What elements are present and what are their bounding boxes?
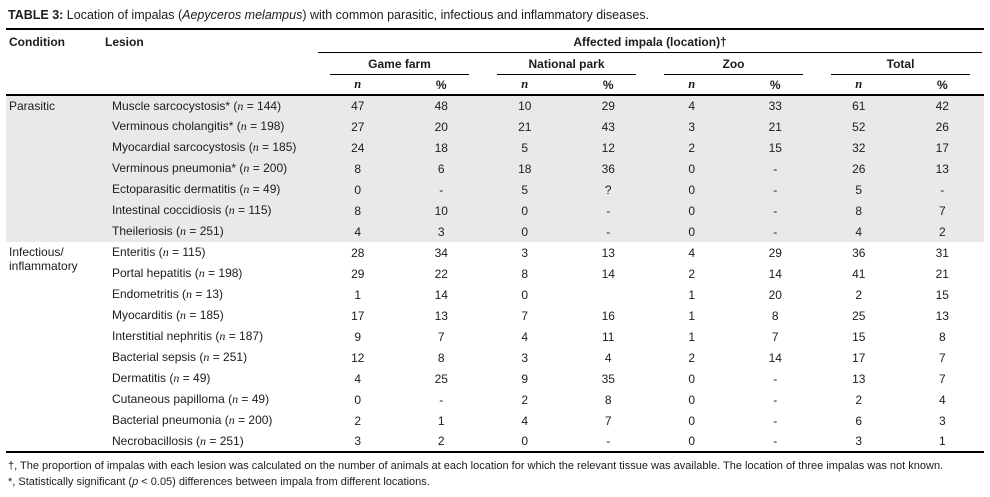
lesion-cell: Bacterial pneumonia (n = 200) <box>112 413 273 427</box>
col-header-condition: Condition <box>6 30 102 95</box>
value-cell: 61 <box>817 95 901 116</box>
group-header-zoo: Zoo <box>650 53 817 75</box>
value-cell: 16 <box>601 308 615 323</box>
value-cell: 9 <box>354 329 362 344</box>
lesion-cell: Myocarditis (n = 185) <box>112 308 224 322</box>
value-cell: 4 <box>604 350 612 365</box>
value-cell: 0 <box>650 221 734 242</box>
value-cell: 11 <box>602 329 615 344</box>
subheader-n-game-farm: n <box>316 75 400 95</box>
value-cell: 21 <box>734 116 818 137</box>
lesion-cell: Portal hepatitis (n = 198) <box>112 266 243 280</box>
value-cell: 8 <box>521 266 529 281</box>
group-header-game-farm: Game farm <box>316 53 483 75</box>
lesion-cell: Necrobacillosis (n = 251) <box>112 433 244 448</box>
value-cell: 27 <box>316 116 400 137</box>
value-cell: - <box>734 221 818 242</box>
value-cell: 42 <box>901 95 985 116</box>
value-cell: 3 <box>400 221 484 242</box>
value-cell: 14 <box>768 350 782 365</box>
value-cell: 2 <box>855 287 863 302</box>
value-cell: 47 <box>316 95 400 116</box>
table-row <box>6 95 984 116</box>
table-row <box>6 242 984 263</box>
condition-cell: Infectious/ inflammatory <box>9 245 78 273</box>
value-cell: 7 <box>938 371 946 386</box>
condition-cell: Parasitic <box>6 95 102 242</box>
value-cell: 0 <box>521 287 529 302</box>
n-variable: n <box>186 287 193 301</box>
value-cell: - <box>773 371 778 386</box>
value-cell: 1 <box>437 413 445 428</box>
value-cell: 3 <box>650 116 734 137</box>
value-cell: 0 <box>650 200 734 221</box>
value-cell: 18 <box>400 137 484 158</box>
n-variable: n <box>203 350 210 364</box>
lesion-cell: Endometritis (n = 13) <box>112 287 224 301</box>
value-cell: 1 <box>688 329 696 344</box>
n-variable: n <box>232 392 239 406</box>
table-row <box>6 158 984 179</box>
value-cell: 12 <box>351 350 365 365</box>
span-header-affected-impala: Affected impala (location)† <box>316 30 984 53</box>
table-row <box>6 431 984 452</box>
subheader-pct-zoo: % <box>734 75 818 95</box>
table-row <box>6 389 984 410</box>
value-cell: 17 <box>852 350 866 365</box>
lesion-cell: Verminous cholangitis* (n = 198) <box>102 116 316 137</box>
value-cell: 29 <box>567 95 651 116</box>
value-cell: 13 <box>434 308 448 323</box>
table-row <box>6 368 984 389</box>
value-cell: 29 <box>768 245 782 260</box>
value-cell: 8 <box>316 200 400 221</box>
subheader-n-zoo: n <box>650 75 734 95</box>
n-variable: n <box>243 161 250 175</box>
value-cell: 0 <box>483 200 567 221</box>
value-cell: 41 <box>852 266 866 281</box>
value-cell: 21 <box>483 116 567 137</box>
value-cell: 7 <box>771 329 779 344</box>
table-title: TABLE 3: Location of impalas (Aepyceros melampus) with common parasitic, infectious and inflammatory diseases. <box>6 5 984 30</box>
value-cell: 0 <box>316 179 400 200</box>
value-cell: 13 <box>852 371 866 386</box>
table-row <box>6 305 984 326</box>
value-cell: 12 <box>567 137 651 158</box>
value-cell: - <box>567 221 651 242</box>
footnote-line-1: †, The proportion of impalas with each lesion was calculated on the number of animals at each location for which the relevant tissue was available. The location of three impalas was not known. <box>8 460 944 472</box>
footnotes <box>6 453 984 490</box>
value-cell: 0 <box>354 392 362 407</box>
lesion-cell: Enteritis (n = 115) <box>112 245 206 259</box>
value-cell: - <box>439 392 444 407</box>
data-table <box>6 30 984 453</box>
table-row <box>6 116 984 137</box>
value-cell: 9 <box>521 371 529 386</box>
value-cell: - <box>901 179 985 200</box>
value-cell: - <box>773 413 778 428</box>
value-cell: 8 <box>316 158 400 179</box>
value-cell: 0 <box>650 158 734 179</box>
table-row <box>6 410 984 431</box>
value-cell: 7 <box>437 329 445 344</box>
value-cell <box>567 284 651 305</box>
value-cell: 21 <box>935 266 949 281</box>
table-row <box>6 284 984 305</box>
value-cell: 15 <box>734 137 818 158</box>
n-variable: n <box>180 224 187 238</box>
n-variable: n <box>237 98 244 113</box>
value-cell: 3 <box>521 350 529 365</box>
value-cell: 2 <box>437 434 445 448</box>
col-header-lesion: Lesion <box>102 30 316 95</box>
table-header <box>6 30 984 95</box>
subheader-pct-game-farm: % <box>400 75 484 95</box>
subheader-n-national-park: n <box>483 75 567 95</box>
n-variable: n <box>219 329 226 343</box>
value-cell: 3 <box>938 413 946 428</box>
value-cell: 29 <box>351 266 365 281</box>
value-cell: 3 <box>521 245 529 260</box>
value-cell: 4 <box>688 245 696 260</box>
lesion-cell: Myocardial sarcocystosis (n = 185) <box>102 137 316 158</box>
value-cell: 43 <box>567 116 651 137</box>
value-cell: - <box>734 158 818 179</box>
n-variable: n <box>252 140 259 154</box>
value-cell: - <box>606 434 611 448</box>
value-cell: 8 <box>771 308 779 323</box>
table-row <box>6 221 984 242</box>
value-cell: 2 <box>521 392 529 407</box>
value-cell: 52 <box>817 116 901 137</box>
value-cell: 7 <box>604 413 612 428</box>
value-cell: 2 <box>855 392 863 407</box>
value-cell: 33 <box>734 95 818 116</box>
value-cell: 8 <box>437 350 445 365</box>
subheader-n-total: n <box>817 75 901 95</box>
table-row <box>6 179 984 200</box>
value-cell: 26 <box>817 158 901 179</box>
value-cell: 31 <box>935 245 949 260</box>
value-cell: 1 <box>688 308 696 323</box>
value-cell: 0 <box>483 221 567 242</box>
value-cell: - <box>400 179 484 200</box>
value-cell: 0 <box>521 434 529 448</box>
table-row <box>6 326 984 347</box>
value-cell: 1 <box>354 287 362 302</box>
value-cell: 13 <box>935 308 949 323</box>
n-variable: n <box>162 245 169 259</box>
value-cell: 10 <box>400 200 484 221</box>
value-cell: 3 <box>855 434 863 448</box>
value-cell: 13 <box>901 158 985 179</box>
lesion-cell: Verminous pneumonia* (n = 200) <box>102 158 316 179</box>
value-cell: 20 <box>400 116 484 137</box>
value-cell: 22 <box>434 266 448 281</box>
group-header-total: Total <box>817 53 984 75</box>
n-variable: n <box>228 203 235 217</box>
table-row <box>6 200 984 221</box>
value-cell: 0 <box>650 179 734 200</box>
value-cell: 13 <box>601 245 615 260</box>
value-cell: - <box>773 434 778 448</box>
value-cell: 6 <box>855 413 863 428</box>
value-cell: 4 <box>354 371 362 386</box>
value-cell: 4 <box>817 221 901 242</box>
footnote-line-2: *, Statistically significant (p < 0.05) differences between impala from different locations. <box>8 475 430 488</box>
table-row <box>6 137 984 158</box>
n-variable: n <box>243 182 250 196</box>
n-variable: n <box>228 413 235 427</box>
value-cell: 25 <box>434 371 448 386</box>
subheader-pct-total: % <box>901 75 985 95</box>
lesion-cell: Dermatitis (n = 49) <box>112 371 211 385</box>
value-cell: 14 <box>601 266 615 281</box>
value-cell: 18 <box>483 158 567 179</box>
value-cell: 14 <box>434 287 448 302</box>
n-variable: n <box>180 308 187 322</box>
value-cell: 24 <box>316 137 400 158</box>
table-body <box>6 95 984 452</box>
value-cell: ? <box>567 179 651 200</box>
value-cell: 15 <box>935 287 949 302</box>
value-cell: 0 <box>688 371 696 386</box>
lesion-cell: Cutaneous papilloma (n = 49) <box>112 392 270 406</box>
value-cell: 4 <box>650 95 734 116</box>
value-cell: 1 <box>938 434 946 448</box>
value-cell: 8 <box>817 200 901 221</box>
n-variable: n <box>200 433 207 448</box>
value-cell: 2 <box>688 350 696 365</box>
value-cell: 4 <box>521 329 529 344</box>
value-cell: 5 <box>817 179 901 200</box>
value-cell: 5 <box>483 137 567 158</box>
value-cell: 15 <box>852 329 866 344</box>
value-cell: 0 <box>688 392 696 407</box>
value-cell: 8 <box>938 329 946 344</box>
value-cell: 3 <box>354 434 362 448</box>
value-cell: 8 <box>604 392 612 407</box>
n-variable: n <box>173 371 180 385</box>
subheader-pct-national-park: % <box>567 75 651 95</box>
value-cell: 6 <box>400 158 484 179</box>
value-cell: 2 <box>688 266 696 281</box>
value-cell: 25 <box>852 308 866 323</box>
value-cell: 2 <box>354 413 362 428</box>
value-cell: 2 <box>901 221 985 242</box>
table-row <box>6 347 984 368</box>
value-cell: - <box>567 200 651 221</box>
value-cell: 5 <box>483 179 567 200</box>
value-cell: 17 <box>901 137 985 158</box>
value-cell: 1 <box>688 287 696 302</box>
lesion-cell: Theileriosis (n = 251) <box>102 221 316 242</box>
value-cell: - <box>773 392 778 407</box>
value-cell: 2 <box>650 137 734 158</box>
lesion-cell: Ectoparasitic dermatitis (n = 49) <box>102 179 316 200</box>
value-cell: 26 <box>901 116 985 137</box>
value-cell: 17 <box>351 308 365 323</box>
n-variable: n <box>240 119 247 133</box>
value-cell: 4 <box>521 413 529 428</box>
value-cell: 7 <box>901 200 985 221</box>
lesion-cell: Bacterial sepsis (n = 251) <box>112 350 248 364</box>
value-cell: 10 <box>483 95 567 116</box>
value-cell: 34 <box>434 245 448 260</box>
value-cell: 7 <box>521 308 529 323</box>
value-cell: 20 <box>768 287 782 302</box>
value-cell: - <box>734 200 818 221</box>
value-cell: 4 <box>316 221 400 242</box>
value-cell: 36 <box>567 158 651 179</box>
value-cell: 14 <box>768 266 782 281</box>
value-cell: 4 <box>938 392 946 407</box>
table-row <box>6 263 984 284</box>
value-cell: 0 <box>688 413 696 428</box>
value-cell: 36 <box>852 245 866 260</box>
lesion-cell: Interstitial nephritis (n = 187) <box>112 329 264 343</box>
lesion-cell: Muscle sarcocystosis* (n = 144) <box>102 95 316 116</box>
value-cell: - <box>734 179 818 200</box>
lesion-cell: Intestinal coccidiosis (n = 115) <box>102 200 316 221</box>
n-variable: n <box>198 266 205 280</box>
value-cell: 7 <box>938 350 946 365</box>
value-cell: 35 <box>601 371 615 386</box>
value-cell: 0 <box>688 434 696 448</box>
value-cell: 48 <box>400 95 484 116</box>
value-cell: 28 <box>351 245 365 260</box>
value-cell: 32 <box>817 137 901 158</box>
group-header-national-park: National park <box>483 53 650 75</box>
